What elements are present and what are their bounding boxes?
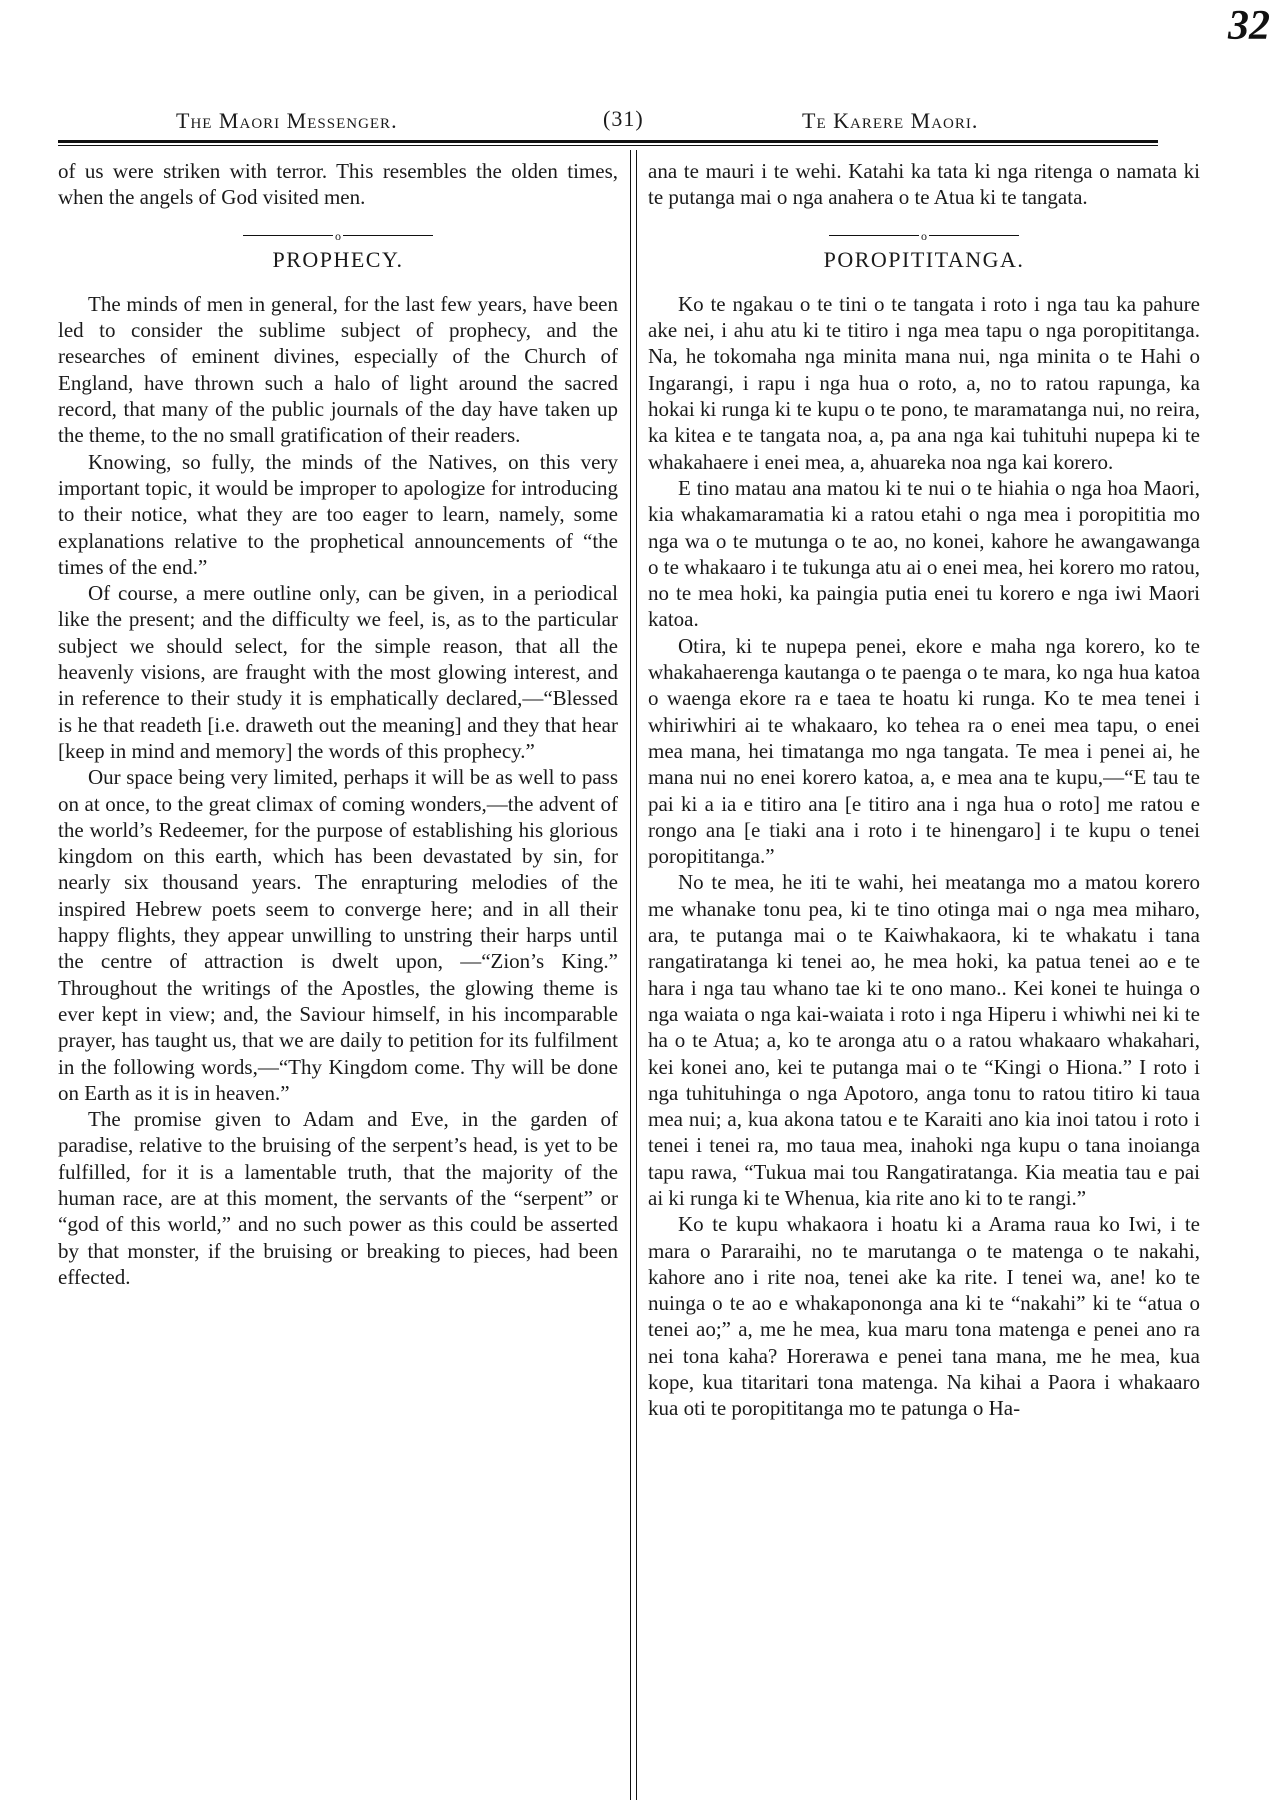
maori-paragraph: Ko te kupu whakaora i hoatu ki a Arama raua ko Iwi, i te mara o Pararaihi, no te marutanga o te matenga o te nakahi, kahore ano i rite noa, tenei ake ka rite. I tenei wa, ane! ko te nuinga o te ao e whakapononga ana ki te “nakahi” ki te “atua o tenei ao;” a, me he mea, kua maru tona matenga e penei ano ra nei tona kaha? Horerawa e penei tana mana, me he mea, kua kope, kua titaritari tona matenga. Na kihai a Paora i whakaaro kua oti te poropititanga mo te patunga o Ha- — [648, 1212, 1200, 1421]
page-header — [58, 96, 1208, 136]
header-page-number: (31) — [603, 106, 644, 131]
maori-paragraph: No te mea, he iti te wahi, hei meatanga mo a matou korero me whanake tonu pea, ki te tino otinga mai o nga mea miharo, ara, te putanga mai o te Kaiwhakaora, ki te whakatu i tana rangatiratanga ki tenei ao, he mea hoki, ka patua tenei ao e te hara i nga tau whano tae ki te ono mano.. Kei konei te huinga o nga waiata o nga kai-waiata i roto i nga Hiperu i whiwhi nei ki te ha o te Atua; a, ko te aronga atu o a ratou whakaaro whakahari, kei konei ano, kei te putanga mai o te “Kingi o Hiona.” I roto i nga tuhituhinga o nga Apotoro, anga tonu to ratou titiro ki taua mea nui; a, kua akona tatou e te Karaiti ano kia inoi tatou i roto i tenei i tenei ra, mo taua mea, inahoki nga kupu o tana inoianga tapu rawa, “Tukua mai tou Rangatiratanga. Kia meatia tau e pai ai ki runga ki te Whenua, kia rite ano ki to te rangi.” — [648, 870, 1200, 1210]
english-paragraph: Of course, a mere outline only, can be given, in a periodical like the present; and the difficulty we feel, is, as to the particular subject we should select, for the simple reason, that all the heavenly visions, are fraught with the most glowing interest, and in reference to their study it is emphatically declared,—“Blessed is he that readeth [i.e. draweth out the meaning] and they that hear [keep in mind and memory] the words of this prophecy.” — [58, 581, 618, 763]
maori-paragraph: Otira, ki te nupepa penei, ekore e maha nga korero, ko te whakahaerenga kautanga o te paenga o te mara, ko nga hua katoa o waenga ekore ra e taea te hoatu ki runga. Ko te mea tenei i whiriwhiri ai te whakaaro, ko tehea ra o enei mea tapu, o enei mea mana, hei timatanga mo nga tangata. Te mea i penei ai, he mana nui no enei korero katoa, a, e mea ana te kupu,—“E tau te pai ki a ia e titiro ana [e titiro ana i nga hua o roto] me ratou e rongo ana [e tiaki ana i roto i te hinengaro] i te kupu o tenei poropititanga.” — [648, 633, 1200, 869]
header-rule-thin — [58, 145, 1158, 146]
section-separator: o — [58, 221, 618, 233]
column-divider — [630, 150, 637, 1800]
section-separator: o — [648, 221, 1200, 233]
header-rule — [58, 140, 1158, 143]
maori-paragraph: E tino matau ana matou ki te nui o te hiahia o nga hoa Maori, kia whakamaramatia ki a ratou etahi o nga mea i poropititia mo nga wa o te mutunga o te ao, no konei, kahore he awangawanga o te whakaaro i te tukunga atu ai o enei mea, hei korero mo ratou, no te mea hoki, ka paingia putia enei tu korero e nga iwi Maori katoa. — [648, 475, 1200, 632]
english-intro: of us were striken with terror. This resembles the olden times, when the angels of God visited men. — [58, 159, 618, 210]
archive-page-mark: 32 — [1228, 3, 1270, 49]
maori-intro: ana te mauri i te wehi. Katahi ka tata ki nga ritenga o namata ki te putanga mai o nga anahera o te Atua ki te tangata. — [648, 159, 1200, 210]
english-paragraph: Knowing, so fully, the minds of the Natives, on this very important topic, it would be improper to apologize for introducing to their notice, what they are too eager to learn, namely, some explanations relative to the prophetical announcements of “the times of the end.” — [58, 449, 618, 579]
header-maori-title: Te Karere Maori. — [802, 108, 979, 133]
english-heading: PROPHECY. — [272, 246, 404, 272]
maori-column — [648, 158, 1200, 1422]
maori-heading: POROPITITANGA. — [823, 246, 1025, 272]
english-paragraph: The promise given to Adam and Eve, in the garden of paradise, relative to the bruising of the serpent’s head, is yet to be fulfilled, for it is a lamentable truth, that the majority of the human race, are at this moment, the servants of the “serpent” or “god of this world,” and no such power as this could be asserted by that monster, if the bruising or breaking to pieces, had been effected. — [58, 1107, 618, 1289]
english-paragraph: The minds of men in general, for the last few years, have been led to consider the sublime subject of prophecy, and the researches of eminent divines, especially of the Church of England, have thrown such a halo of light around the sacred record, that many of the public journals of the day have taken up the theme, to the no small gratification of their readers. — [58, 291, 618, 448]
english-paragraph: Our space being very limited, perhaps it will be as well to pass on at once, to the great climax of coming wonders,—the advent of the world’s Redeemer, for the purpose of establishing his glorious kingdom on this earth, which has been devastated by sin, for nearly six thousand years. The enrapturing melodies of the inspired Hebrew poets seem to converge here; and in all their happy flights, they appear unwilling to unstring their harps until the centre of attraction is dwelt upon, —“Zion’s King.” Throughout the writings of the Apostles, the glowing theme is ever kept in view; and, the Saviour himself, in his incomparable prayer, has taught us, that we are daily to petition for its fulfilment in the following words,—“Thy Kingdom come. Thy will be done on Earth as it is in heaven.” — [58, 765, 618, 1105]
maori-paragraph: Ko te ngakau o te tini o te tangata i roto i nga tau ka pahure ake nei, i ahu atu ki te titiro i nga mea tapu o nga poropititanga. Na, he tokomaha nga minita mana nui, nga minita o te Hahi o Ingarangi, i rapu i nga hua o roto, a, no to ratou rapunga, ka hokai ki runga ki te kupu o te pono, te maramatanga nui, no reira, ka kitea e te tangata noa, a, pa ana nga kai tuhituhi nupepa ki te whakahaere i enei mea, a, ahuareka noa nga kai korero. — [648, 291, 1200, 474]
header-english-title: The Maori Messenger. — [176, 108, 398, 133]
english-column — [58, 158, 618, 1290]
